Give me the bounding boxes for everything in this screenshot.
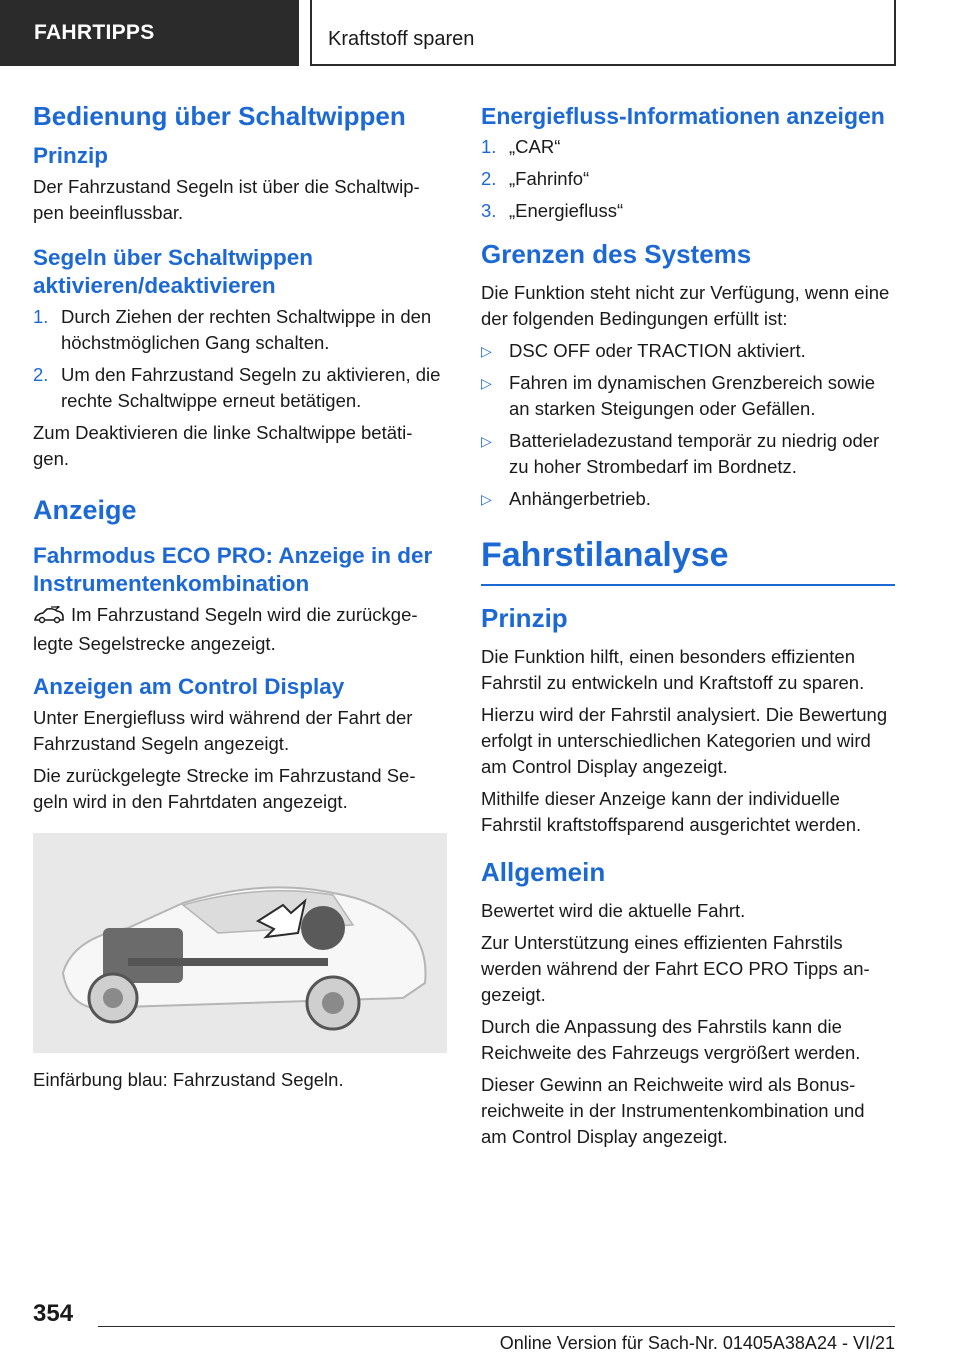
bullet-triangle-icon: ▷	[481, 375, 492, 391]
step-text: Um den Fahrzustand Segeln zu aktivieren, die rechte Schaltwippe erneut betätigen.	[61, 364, 441, 411]
list-item	[481, 338, 895, 364]
figure-caption: Einfärbung blau: Fahrzustand Segeln.	[33, 1069, 344, 1090]
grenzen-list	[481, 338, 895, 512]
text-prinzip-3: Mithilfe dieser Anzeige kann der individuelle Fahrstil kraftstoffsparend ausgerichtet werden.	[481, 788, 862, 835]
step-text: „CAR“	[509, 136, 561, 157]
text-prinzip-1: Die Funktion hilft, einen besonders effizienten Fahrstil zu entwickeln und Kraftstoff zu sparen.	[481, 646, 865, 693]
section-title: FAHRTIPPS	[0, 0, 299, 66]
text-allgemein-3: Durch die Anpassung des Fahrstils kann die Reichweite des Fahrzeugs vergrößert werden.	[481, 1016, 861, 1063]
text-deaktivieren: Zum Deaktivieren die linke Schaltwippe betäti-gen.	[33, 422, 413, 469]
bullet-text: Batterieladezustand temporär zu niedrig oder zu hoher Strombedarf im Bordnetz.	[509, 430, 880, 477]
topic-title: Kraftstoff sparen	[310, 0, 896, 66]
page-number: 354	[33, 1300, 74, 1327]
text-allgemein-4: Dieser Gewinn an Reichweite wird als Bonus-reichweite in der Instrumentenkombination und am Control Display angezeigt.	[481, 1074, 865, 1147]
list-item	[481, 486, 895, 512]
steps-list	[33, 304, 447, 414]
text-grenzen: Die Funktion steht nicht zur Verfügung, wenn eine der folgenden Bedingungen erfüllt ist:	[481, 282, 890, 329]
step-number: 1.	[33, 306, 49, 327]
car-figure	[33, 833, 447, 1053]
fahrmodus-body: Im Fahrzustand Segeln wird die zurückge-legte Segelstrecke angezeigt.	[33, 604, 418, 654]
energie-steps-list	[481, 134, 895, 224]
list-item	[481, 166, 895, 192]
heading-fahrmodus: Fahrmodus ECO PRO: Anzeige in der Instrumentenkombination	[33, 543, 433, 596]
list-item	[33, 362, 447, 414]
bullet-text: DSC OFF oder TRACTION aktiviert.	[509, 340, 806, 361]
step-text: „Energiefluss“	[509, 200, 624, 221]
text-fahrmodus	[33, 602, 447, 657]
bullet-text: Fahren im dynamischen Grenzbereich sowie an starken Steigungen oder Gefällen.	[509, 372, 876, 419]
list-item	[481, 428, 895, 480]
heading-prinzip: Prinzip	[33, 143, 109, 168]
bullet-triangle-icon: ▷	[481, 491, 492, 507]
heading-allgemein: Allgemein	[481, 857, 606, 887]
heading-anzeige: Anzeige	[33, 495, 137, 525]
bullet-text: Anhängerbetrieb.	[509, 488, 651, 509]
page-header	[0, 0, 960, 66]
step-number: 2.	[481, 168, 497, 189]
text-prinzip: Der Fahrzustand Segeln ist über die Schaltwip-pen beeinflussbar.	[33, 176, 420, 223]
right-column	[481, 100, 895, 1156]
list-item	[33, 304, 447, 356]
step-number: 1.	[481, 136, 497, 157]
heading-control-display: Anzeigen am Control Display	[33, 674, 345, 699]
text-prinzip-2: Hierzu wird der Fahrstil analysiert. Die Bewertung erfolgt in unterschiedlichen Kategorien und wird am Control Display angezeigt.	[481, 704, 888, 777]
footer-online-version: Online Version für Sach-Nr. 01405A38A24 - VI/21	[499, 1333, 895, 1353]
left-column	[33, 100, 447, 1099]
step-text: „Fahrinfo“	[509, 168, 590, 189]
heading-grenzen: Grenzen des Systems	[481, 239, 752, 269]
bullet-triangle-icon: ▷	[481, 343, 492, 359]
step-number: 2.	[33, 364, 49, 385]
list-item	[481, 198, 895, 224]
list-item	[481, 134, 895, 160]
text-control-2: Die zurückgelegte Strecke im Fahrzustand Se-geln wird in den Fahrtdaten angezeigt.	[33, 765, 416, 812]
text-control-1: Unter Energiefluss wird während der Fahrt der Fahrzustand Segeln angezeigt.	[33, 707, 413, 754]
step-text: Durch Ziehen der rechten Schaltwippe in den höchstmöglichen Gang schalten.	[61, 306, 432, 353]
bullet-triangle-icon: ▷	[481, 433, 492, 449]
heading-fahrstilanalyse: Fahrstilanalyse	[481, 534, 895, 586]
heading-segeln: Segeln über Schaltwippen aktivieren/deaktivieren	[33, 245, 314, 298]
heading-prinzip-right: Prinzip	[481, 603, 568, 633]
car-coasting-icon	[33, 605, 65, 631]
footer-divider	[98, 1326, 895, 1327]
list-item	[481, 370, 895, 422]
heading-energiefluss: Energiefluss-Informationen anzeigen	[481, 103, 885, 129]
step-number: 3.	[481, 200, 497, 221]
heading-schaltwippen: Bedienung über Schaltwippen	[33, 101, 406, 131]
text-allgemein-1: Bewertet wird die aktuelle Fahrt.	[481, 900, 746, 921]
text-allgemein-2: Zur Unterstützung eines effizienten Fahrstils werden während der Fahrt ECO PRO Tipps an-gezeigt.	[481, 932, 870, 1005]
